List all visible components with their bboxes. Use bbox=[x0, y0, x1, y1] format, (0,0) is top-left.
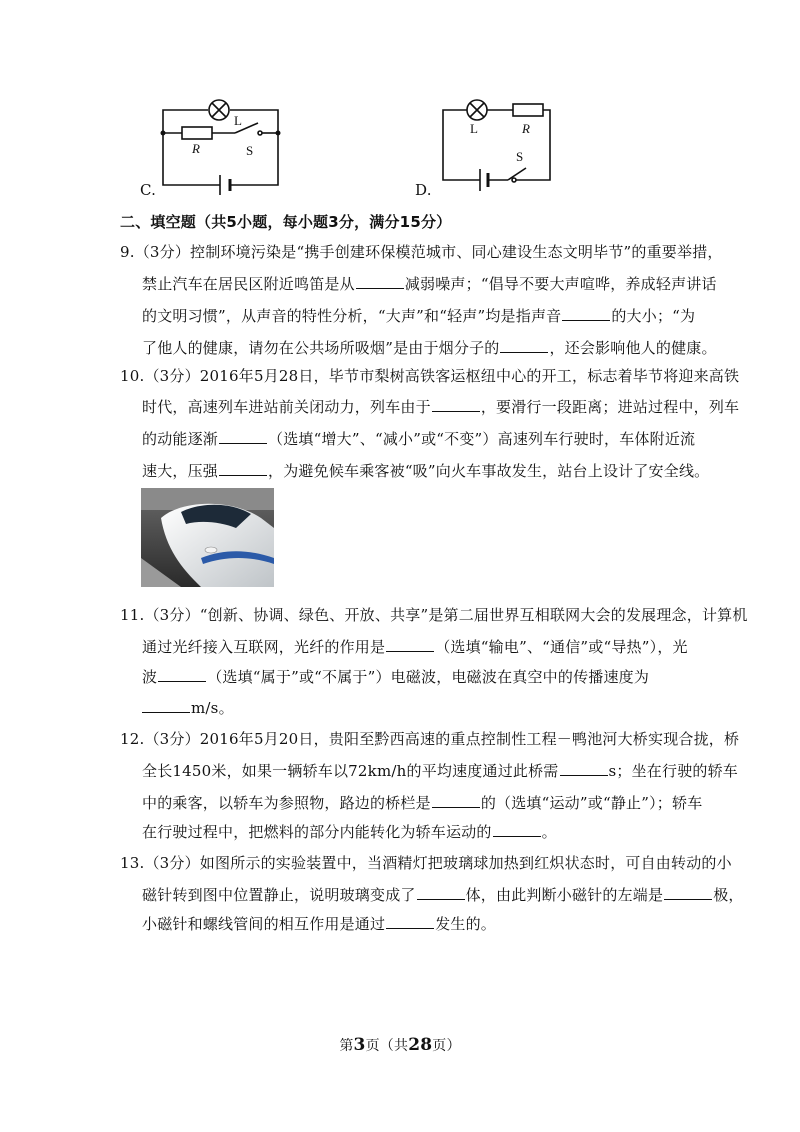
q9-blank3[interactable] bbox=[500, 338, 548, 353]
q11-line1: 11.（3分）“创新、协调、绿色、开放、共享”是第二届世界互相联网大会的发展理念，计算机 bbox=[120, 606, 748, 624]
q12-line1: 12.（3分）2016年5月20日，贵阳至黔西高速的重点控制性工程－鸭池河大桥实现合拢，桥 bbox=[120, 730, 740, 748]
page-number: 3 bbox=[353, 1035, 366, 1055]
q10-line2: 时代，高速列车进站前关闭动力，列车由于 ，要滑行一段距离；进站过程中，列车 bbox=[142, 398, 740, 416]
q9-line2: 禁止汽车在居民区附近鸣笛是从 减弱噪声；“倡导不要大声喧哗，养成轻声讲话 bbox=[142, 275, 717, 293]
q12-blank2[interactable] bbox=[432, 793, 480, 808]
q10-line4: 速大，压强 ，为避免候车乘客被“吸”向火车事故发生，站台上设计了安全线。 bbox=[142, 462, 710, 480]
page-total: 28 bbox=[408, 1035, 433, 1055]
q9-blank1[interactable] bbox=[356, 274, 404, 289]
q13-blank2[interactable] bbox=[664, 885, 712, 900]
q13-blank3[interactable] bbox=[386, 914, 434, 929]
q13-line3: 小磁针和螺线管间的相互作用是通过 发生的。 bbox=[142, 915, 497, 933]
q10-blank3[interactable] bbox=[219, 461, 267, 476]
q10-blank1[interactable] bbox=[432, 397, 480, 412]
resistor-label-d: R bbox=[522, 121, 530, 136]
q9-line3: 的文明习惯”，从声音的特性分析，“大声”和“轻声”均是指声音 的大小；“为 bbox=[142, 307, 696, 325]
q9-line1: 9.（3分）控制环境污染是“携手创建环保模范城市、同心建设生态文明毕节”的重要举措， bbox=[120, 243, 723, 261]
high-speed-train-photo bbox=[141, 488, 274, 587]
q13-blank1[interactable] bbox=[417, 885, 465, 900]
q12-blank1[interactable] bbox=[560, 761, 608, 776]
q11-blank3[interactable] bbox=[142, 698, 190, 713]
q10-blank2[interactable] bbox=[219, 429, 267, 444]
switch-label-d: S bbox=[516, 149, 524, 164]
q9-line4: 了他人的健康，请勿在公共场所吸烟”是由于烟分子的 ，还会影响他人的健康。 bbox=[142, 339, 717, 357]
q11-blank1[interactable] bbox=[386, 637, 434, 652]
switch-label-c: S bbox=[246, 143, 254, 158]
q11-line2: 通过光纤接入互联网，光纤的作用是 （选填“输电”、“通信”或“导热”），光 bbox=[142, 638, 688, 656]
circuit-diagram-d bbox=[430, 95, 560, 195]
q10-line3: 的动能逐渐 （选填“增大”、“减小”或“不变”）高速列车行驶时，车体附近流 bbox=[142, 430, 696, 448]
lamp-label-d: L bbox=[470, 121, 478, 136]
lamp-label-c: L bbox=[234, 113, 242, 128]
option-d-label: D. bbox=[415, 181, 432, 199]
q11-line4: m/s。 bbox=[142, 698, 234, 718]
option-c-label: C. bbox=[140, 181, 157, 199]
q12-line3: 中的乘客，以轿车为参照物，路边的桥栏是 的（选填“运动”或“静止”）；轿车 bbox=[142, 794, 703, 812]
q12-line2: 全长1450米，如果一辆轿车以72km/h的平均速度通过此桥需 s；坐在行驶的轿车 bbox=[142, 762, 738, 780]
q12-line4: 在行驶过程中，把燃料的部分内能转化为轿车运动的 。 bbox=[142, 823, 557, 841]
q13-line2: 磁针转到图中位置静止，说明玻璃变成了 体，由此判断小磁针的左端是 极， bbox=[142, 886, 744, 904]
section-title: 二、填空题（共5小题，每小题3分，满分15分） bbox=[120, 213, 452, 231]
page-footer: 第3页（共28页） bbox=[339, 1035, 461, 1055]
q10-line1: 10.（3分）2016年5月28日，毕节市梨树高铁客运枢纽中心的开工，标志着毕节将迎来高铁 bbox=[120, 367, 740, 385]
q11-blank2[interactable] bbox=[158, 667, 206, 682]
q11-line3: 波 （选填“属于”或“不属于”）电磁波，电磁波在真空中的传播速度为 bbox=[142, 668, 650, 686]
q12-blank3[interactable] bbox=[493, 822, 541, 837]
q9-blank2[interactable] bbox=[562, 306, 610, 321]
resistor-label-c: R bbox=[192, 141, 200, 156]
q13-line1: 13.（3分）如图所示的实验装置中，当酒精灯把玻璃球加热到红炽状态时，可自由转动的小 bbox=[120, 854, 732, 872]
